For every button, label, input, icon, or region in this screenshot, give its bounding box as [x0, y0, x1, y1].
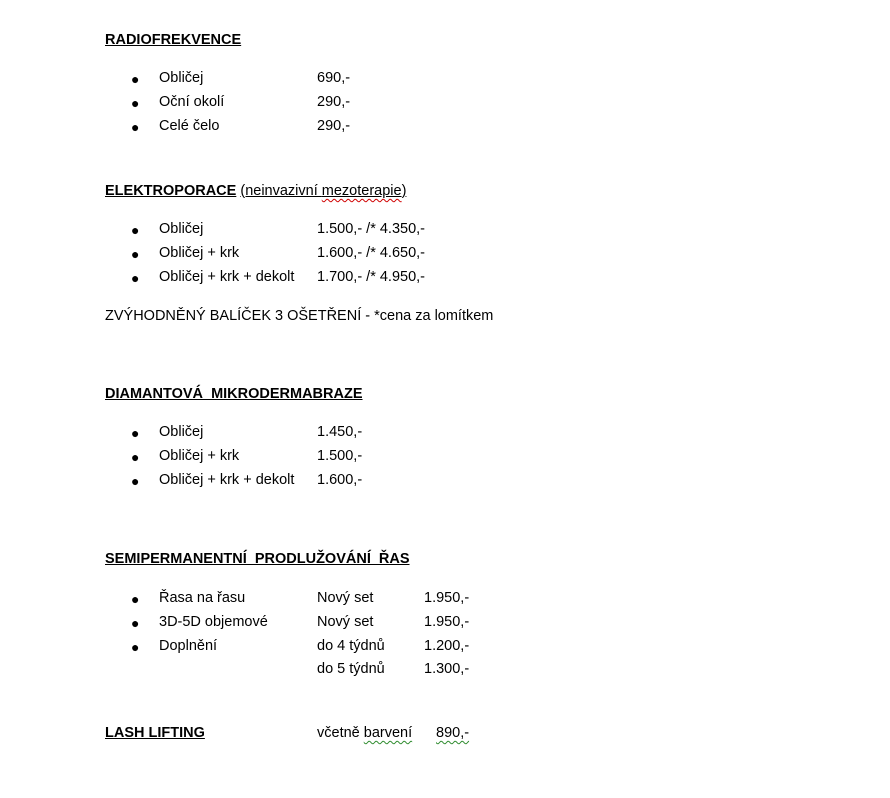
bullet-icon: ●	[131, 246, 140, 262]
semipermanentni-item-price: 1.950,-	[424, 590, 470, 606]
bullet-icon: ●	[131, 473, 140, 489]
semipermanentni-item-type: Nový set	[317, 590, 374, 606]
semipermanentni-item-type: do 4 týdnů	[317, 638, 385, 654]
elektroporace-subtitle-post: )	[401, 183, 407, 199]
radiofrekvence-item-price: 690,-	[317, 70, 351, 86]
bullet-icon: ●	[131, 639, 140, 655]
elektroporace-subtitle-word: mezoterapie	[321, 183, 402, 199]
diamantova-item-name: Obličej + krk + dekolt	[159, 472, 295, 488]
elektroporace-item-name: Obličej	[159, 221, 204, 237]
diamantova-item-price: 1.450,-	[317, 424, 363, 440]
semipermanentni-item-price: 1.200,-	[424, 638, 470, 654]
diamantova-item-price: 1.500,-	[317, 448, 363, 464]
elektroporace-item-price: 1.700,- /* 4.950,-	[317, 269, 426, 285]
semipermanentni-item-name: Doplnění	[159, 638, 218, 654]
elektroporace-item-name: Obličej + krk	[159, 245, 240, 261]
diamantova-item-name: Obličej + krk	[159, 448, 240, 464]
bullet-icon: ●	[131, 71, 140, 87]
semipermanentni-item-price: 1.950,-	[424, 614, 470, 630]
lash-lifting-detail	[317, 725, 412, 741]
diamantova-item-price: 1.600,-	[317, 472, 363, 488]
radiofrekvence-item-name: Oční okolí	[159, 94, 225, 110]
radiofrekvence-title: RADIOFREKVENCE	[105, 32, 242, 48]
semipermanentni-extra-type: do 5 týdnů	[317, 661, 385, 677]
semipermanentni-item-name: Řasa na řasu	[159, 590, 246, 606]
elektroporace-item-price: 1.500,- /* 4.350,-	[317, 221, 426, 237]
elektroporace-heading	[105, 183, 406, 199]
radiofrekvence-item-price: 290,-	[317, 94, 351, 110]
semipermanentni-extra-price: 1.300,-	[424, 661, 470, 677]
bullet-icon: ●	[131, 270, 140, 286]
diamantova-item-name: Obličej	[159, 424, 204, 440]
semipermanentni-title: SEMIPERMANENTNÍ PRODLUŽOVÁNÍ ŘAS	[105, 551, 410, 567]
bullet-icon: ●	[131, 591, 140, 607]
elektroporace-item-name: Obličej + krk + dekolt	[159, 269, 295, 285]
lash-lifting-detail-word1: včetně	[317, 725, 360, 741]
bullet-icon: ●	[131, 222, 140, 238]
radiofrekvence-item-name: Obličej	[159, 70, 204, 86]
diamantova-title: DIAMANTOVÁ MIKRODERMABRAZE	[105, 386, 363, 402]
bullet-icon: ●	[131, 95, 140, 111]
elektroporace-item-price: 1.600,- /* 4.650,-	[317, 245, 426, 261]
semipermanentni-item-type: Nový set	[317, 614, 374, 630]
lash-lifting-detail-word2: barvení	[363, 725, 413, 741]
bullet-icon: ●	[131, 615, 140, 631]
semipermanentni-item-name: 3D-5D objemové	[159, 614, 268, 630]
bullet-icon: ●	[131, 449, 140, 465]
bullet-icon: ●	[131, 119, 140, 135]
elektroporace-note: ZVÝHODNĚNÝ BALÍČEK 3 OŠETŘENÍ - *cena za lomítkem	[105, 308, 494, 324]
elektroporace-title: ELEKTROPORACE	[105, 183, 237, 199]
lash-lifting-price: 890,-	[436, 725, 470, 741]
elektroporace-subtitle-pre: (neinvazivní	[240, 183, 322, 199]
lash-lifting-title: LASH LIFTING	[105, 725, 205, 741]
bullet-icon: ●	[131, 425, 140, 441]
radiofrekvence-item-name: Celé čelo	[159, 118, 220, 134]
radiofrekvence-item-price: 290,-	[317, 118, 351, 134]
elektroporace-subtitle	[240, 183, 406, 199]
